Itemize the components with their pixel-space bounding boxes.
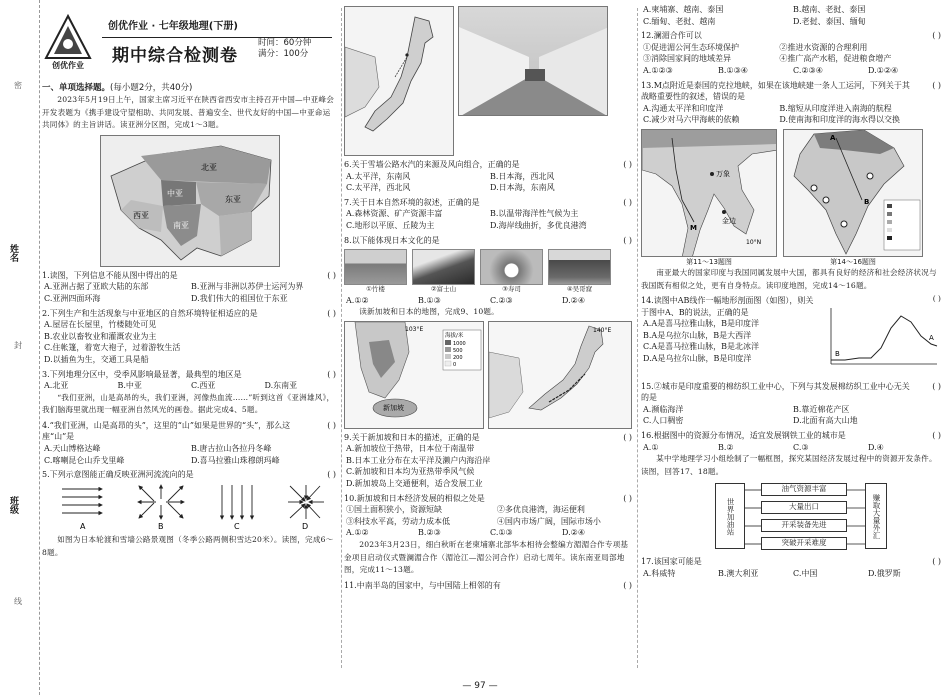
series-name: 创优作业 · 七年级地理(下册) [108, 21, 238, 32]
lon-140-label: 140°E [593, 326, 612, 334]
q10-item-4: ④国内市场广阔，国际市场小 [496, 516, 601, 526]
q4-option-a[interactable]: A.天山博格达峰 [44, 444, 101, 454]
column-divider-2 [637, 8, 638, 668]
q15-option-c[interactable]: C.人口稠密 [643, 416, 684, 426]
q12-items [641, 42, 943, 65]
q11-option-d[interactable]: D.老挝、泰国、缅甸 [793, 16, 866, 26]
q8-option-c[interactable]: C.②③ [490, 295, 513, 305]
q16-option-d[interactable]: D.④ [868, 442, 884, 452]
japan-industry-map [488, 321, 632, 429]
japan-figures [344, 6, 634, 156]
singapore-japan-maps [344, 321, 634, 429]
q7-option-b[interactable]: B.以温带海洋性气候为主 [490, 209, 579, 219]
q3-option-a[interactable]: A.北亚 [44, 381, 69, 391]
question-10: 10.新加坡和日本经济发展的相似之处是 ( ) [344, 493, 632, 503]
lon-103-label: 103°E [405, 325, 424, 333]
q17-option-c[interactable]: C.中国 [793, 568, 818, 578]
q6-options [344, 171, 634, 194]
svg-text:0: 0 [453, 361, 457, 368]
intro-4-5: “我们亚洲，山是高昂的头，我们亚洲，河像热血流……”听到这首《亚洲雄风》，我们脑海里就出现一幅亚洲自然风光的画卷。据此完成4、5题。 [42, 392, 335, 415]
q3-option-b[interactable]: B.中亚 [117, 381, 142, 391]
page-number: — 97 — [462, 681, 498, 691]
q10-options [344, 527, 634, 539]
vientiane-label: 万象 [716, 169, 730, 178]
question-15: 15.②城市是印度重要的棉纺织工业中心，下列与其发展棉纺织工业中心无关的是 ( ) [641, 381, 941, 403]
question-8: 8.以下能体现日本文化的是 ( ) [344, 235, 632, 245]
question-6: 6.关于雪墙公路水汽的来源及风向组合，正确的是 ( ) [344, 160, 632, 169]
q15-option-d[interactable]: D.北面有高大山地 [793, 416, 858, 426]
exam-time: 时间：60分钟 [258, 38, 312, 48]
flow-box-4: 突破开采难度 [761, 537, 847, 550]
q14-option-c[interactable]: C.A是喜马拉雅山脉，B是北冰洋 [643, 342, 760, 352]
line-mark: 线 [14, 597, 22, 606]
q5-label-a: A [80, 521, 86, 531]
label-west-asia: 西亚 [133, 210, 149, 220]
q5-label-b: B [158, 521, 164, 531]
q10-item-2: ②多优良港湾，海运便利 [496, 505, 585, 515]
q15-option-a[interactable]: A.濒临海洋 [643, 404, 684, 414]
caption-14-16: 第14～16题图 [830, 257, 876, 266]
question-5: 5.下列示意图能正确反映亚洲河流流向的是 ( ) [42, 470, 336, 480]
q10-option-c[interactable]: C.①③ [490, 528, 513, 538]
q4-option-c[interactable]: C.喀喇昆仑山乔戈里峰 [44, 455, 125, 465]
q10-option-a[interactable]: A.①② [346, 528, 369, 538]
q12-option-a[interactable]: A.①②③ [643, 65, 673, 75]
q8-option-a[interactable]: A.①② [346, 295, 369, 305]
q9-option-a[interactable]: A.新加坡位于热带，日本位于南温带 [346, 444, 475, 454]
intro-17-18: 某中学地理学习小组绘制了一幅框图，探究某国经济发展过程中的资源开发条件。读图，回答17、18题。 [641, 454, 937, 476]
caption-11-13: 第11～13题图 [686, 257, 732, 266]
singapore-city-label: 新加坡 [383, 403, 404, 412]
q13-option-d[interactable]: D.使南海和印度洋的海水得以交换 [779, 115, 901, 125]
q6-option-a[interactable]: A.太平洋，东南风 [346, 171, 411, 181]
column-middle [344, 0, 634, 680]
japan-ferry-map [344, 6, 454, 156]
q7-option-d[interactable]: D.海岸线曲折，多优良港湾 [490, 220, 587, 230]
asia-division-map [100, 135, 280, 267]
snow-wall-road-photo [458, 6, 608, 116]
region-maps [641, 129, 943, 267]
question-7: 7.关于日本自然环境的叙述，正确的是 ( ) [344, 197, 632, 207]
q14-profile [825, 292, 943, 378]
q9-option-d[interactable]: D.新加坡岛上交通便利，适合发展工业 [346, 479, 483, 489]
q1-option-c[interactable]: C.亚洲四面环海 [44, 294, 101, 304]
q13-option-a[interactable]: A.沟通太平洋和印度洋 [643, 103, 724, 113]
q16-option-b[interactable]: B.② [718, 442, 734, 452]
question-12: 12.澜湄合作可以 ( ) [641, 31, 941, 41]
q16-option-a[interactable]: A.① [643, 442, 659, 452]
question-11: 11.中南半岛的国家中，与中国陆上相邻的有 ( ) [344, 580, 632, 590]
phnom-penh-label: 金边 [722, 216, 736, 225]
seal-mark: 密 [14, 81, 22, 90]
legend-title: 海拔/米 [445, 332, 464, 339]
exam-header [42, 0, 338, 80]
name-label: 姓名 [8, 244, 19, 262]
india-map [783, 129, 923, 257]
q9-option-b[interactable]: B.日本工业分布在太平洋及濑户内海沿岸 [346, 455, 491, 465]
logo-text: 创优作业 [52, 61, 84, 70]
resource-flowchart [641, 481, 943, 553]
q17-options [641, 568, 943, 580]
q16-option-c[interactable]: C.③ [793, 442, 809, 452]
q10-option-d[interactable]: D.②④ [562, 528, 586, 538]
q12-options [641, 65, 943, 77]
q3-option-c[interactable]: C.西亚 [191, 381, 216, 391]
q7-options [344, 208, 634, 231]
intro-14-16: 南亚最大的国家印度与我国同属发展中大国，都具有良好的经济和社会经济状况与我国既有相似之处，更有自身特点。读印度地图，完成14～16题。 [641, 268, 937, 290]
exam-score: 满分：100分 [258, 49, 309, 60]
q2-option-a[interactable]: A.屋居在长屋里，竹楼随处可见 [44, 320, 157, 330]
question-14: 14.读图中AB线作一幅地形剖面图（如图），则关于图中A、B的说法，正确的是 [641, 296, 814, 317]
q1-option-b[interactable]: B.亚洲与非洲以苏伊士运河为界 [191, 282, 304, 292]
photo-sushi: ③寿司 [480, 249, 543, 294]
column-right [641, 0, 943, 680]
point-m-label: M [690, 223, 697, 232]
flow-box-3: 开采装备先进 [761, 519, 847, 532]
flow-box-2: 大量出口 [761, 501, 847, 514]
label-central-asia: 中亚 [167, 188, 183, 198]
intro-1-3: 2023年5月19日上午，国家主席习近平在陕西省西安市主持召开中国—中亚峰会开发表题为《携手建设守望相助、共同发展、普遍安全、世代友好的中国—中亚命运共同体》的主旨讲话。读亚洲分区图，完成1～3题。 [42, 95, 335, 130]
q8-options [344, 295, 634, 307]
q4-options [42, 443, 338, 466]
intro-9-10: 读新加坡和日本的地图，完成9、10题。 [359, 307, 499, 317]
q4-option-b[interactable]: B.唐古拉山各拉丹冬峰 [191, 444, 272, 454]
section-note: (每小题2分，共40分) [110, 83, 193, 93]
q9-option-c[interactable]: C.新加坡和日本均为亚热带季风气候 [346, 467, 475, 477]
q14-option-b[interactable]: B.A是乌拉尔山脉，B是大西洋 [643, 330, 752, 340]
photo-angkor-wat: ④吴哥窟 [548, 249, 611, 294]
binding-margin [0, 0, 40, 695]
q15-option-b[interactable]: B.靠近棉花产区 [793, 404, 850, 414]
svg-text:500: 500 [453, 347, 463, 354]
intro-6-8: 如图为日本轮渡和雪墙公路景观图（冬季公路两侧积雪达20米）。读图，完成6～8题。 [42, 535, 334, 557]
seal-mark-2: 封 [14, 341, 22, 350]
q6-option-c[interactable]: C.太平洋，西北风 [346, 183, 411, 193]
exam-meta [258, 38, 311, 60]
q8-option-d[interactable]: D.②④ [562, 295, 586, 305]
q6-option-b[interactable]: B.日本海，西北风 [490, 171, 555, 181]
profile-b-label: B [835, 350, 840, 359]
flow-left-box: 世界加油站 [715, 483, 745, 549]
label-south-asia: 南亚 [173, 220, 189, 230]
q12-item-2: ②推进水资源的合理利用 [779, 42, 868, 52]
q17-option-d[interactable]: D.俄罗斯 [868, 568, 901, 578]
point-b-label: B [864, 197, 870, 206]
q11-option-b[interactable]: B.越南、老挝、泰国 [793, 5, 866, 14]
flow-box-1: 油气资源丰富 [761, 483, 847, 496]
flow-right-box: 赚取大量外汇 [865, 483, 887, 549]
q2-option-d[interactable]: D.以插鱼为生，交通工具是船 [44, 355, 149, 365]
q14-block [641, 292, 943, 378]
q8-option-b[interactable]: B.①③ [418, 295, 441, 305]
q7-option-a[interactable]: A.森林资源、矿产资源丰富 [346, 209, 443, 219]
question-9: 9.关于新加坡和日本的描述，正确的是 ( ) [344, 432, 632, 442]
q15-options [641, 404, 943, 427]
question-17: 17.该国家可能是 ( ) [641, 557, 941, 567]
q8-photos [344, 249, 634, 294]
q10-items [344, 504, 634, 527]
southeast-asia-map-wrap [641, 129, 777, 267]
label-north-asia: 北亚 [201, 162, 217, 172]
q17-option-a[interactable]: A.科威特 [643, 568, 676, 578]
q1-option-a[interactable]: A.亚洲占据了亚欧大陆的东部 [44, 282, 149, 292]
column-left [42, 0, 338, 680]
q5-label-d: D [302, 521, 309, 531]
q12-item-3: ③消除国家间的地域差异 [643, 54, 731, 64]
q11-option-a[interactable]: A.柬埔寨、越南、泰国 [643, 5, 724, 14]
q10-item-1: ①国土面积狭小，资源短缺 [346, 505, 442, 515]
question-3: 3.下列地理分区中，受季风影响最显著，最典型的地区是 ( ) [42, 369, 336, 379]
q1-option-d[interactable]: D.我们伟大的祖国位于东亚 [191, 294, 288, 304]
q13-option-c[interactable]: C.减少对马六甲海峡的依赖 [643, 115, 740, 125]
q13-options [641, 103, 943, 126]
label-east-asia: 东亚 [225, 194, 241, 204]
photo-mount-fuji: ②富士山 [412, 249, 475, 294]
svg-text:1000: 1000 [453, 340, 466, 347]
q12-option-d[interactable]: D.①②④ [868, 65, 899, 75]
q4-option-d[interactable]: D.喜马拉雅山珠穆朗玛峰 [191, 455, 280, 465]
q12-option-b[interactable]: B.①③④ [718, 65, 748, 75]
q12-item-4: ④推广高产水稻，促进粮食增产 [779, 54, 892, 64]
q14-options [641, 318, 825, 364]
q14-text [641, 292, 825, 378]
q9-options [344, 443, 634, 489]
southeast-asia-map [641, 129, 777, 257]
q2-options [42, 319, 338, 365]
question-13: 13.M点附近是泰国的克拉地峡，如果在该地峡建一条人工运河，下列关于其战略重要性的叙述，错误的是 ( ) [641, 80, 941, 102]
svg-text:200: 200 [453, 354, 463, 361]
india-map-wrap [783, 129, 923, 267]
singapore-map [344, 321, 484, 429]
q13-option-b[interactable]: B.缩短从印度洋进入南海的航程 [779, 103, 892, 113]
q2-option-b[interactable]: B.农业以畜牧业和灌溉农业为主 [44, 331, 157, 341]
intro-11-13: 2023年3月23日，细白秋昕在老柬埔寨北部华本相待会整编方湄湄合作专项基金项目启动仪式暨澜湄合作（湄沧江—湄公河合作）启动七周年。读东南亚局部地图，完成11～13题。 [344, 540, 629, 575]
terrain-profile-chart [825, 304, 941, 374]
point-a-label: A [830, 133, 836, 142]
q3-option-d[interactable]: D.东南亚 [264, 381, 298, 391]
q11-options [641, 4, 943, 27]
q14-option-a[interactable]: A.A是喜马拉雅山脉，B是印度洋 [643, 319, 759, 329]
q12-option-c[interactable]: C.②③④ [793, 65, 823, 75]
q14-paren: ( ) [932, 294, 941, 304]
q5-label-c: C [234, 521, 240, 531]
lat-10n-label: 10°N [746, 238, 762, 246]
question-16: 16.根据图中的资源分布情况，适宜发展钢铁工业的城市是 ( ) [641, 431, 941, 441]
exam-title: 期中综合检测卷 [112, 46, 238, 66]
q14-option-d[interactable]: D.A是乌拉尔山脉，B是印度洋 [643, 354, 752, 364]
class-label: 班级 [8, 496, 19, 514]
q17-option-b[interactable]: B.澳大利亚 [718, 568, 759, 578]
profile-a-label: A [929, 334, 934, 343]
q10-option-b[interactable]: B.②③ [418, 528, 441, 538]
q2-option-c[interactable]: C.住帐篷，着宽大袍子，过着游牧生活 [44, 343, 181, 353]
question-1: 1.读图，下列信息不能从图中得出的是 ( ) [42, 270, 336, 280]
column-divider-1 [341, 8, 342, 668]
q3-options [42, 380, 338, 392]
question-4: 4.“我们亚洲，山是高昂的头”，这里的“山”如果是世界的“头”，那么这座“山”是 ( ) [42, 420, 336, 442]
q7-option-c[interactable]: C.地形以平原、丘陵为主 [346, 220, 435, 230]
photo-bamboo-house: ①竹楼 [344, 249, 407, 294]
section-title: 一、单项选择题。(每小题2分，共40分) [42, 83, 193, 93]
q11-option-c[interactable]: C.缅甸、老挝、越南 [643, 16, 716, 26]
question-2: 2.下列生产和生活现象与中亚地区的自然环境特征相适应的是 ( ) [42, 308, 336, 318]
flow-arrows [641, 481, 943, 553]
q12-item-1: ①促进湄公河生态环境保护 [643, 42, 739, 52]
q5-diagrams [42, 483, 338, 535]
q6-option-d[interactable]: D.日本海，东南风 [490, 183, 555, 193]
q16-options [641, 442, 943, 454]
q10-item-3: ③科技水平高，劳动力成本低 [346, 516, 450, 526]
q1-options [42, 281, 338, 304]
